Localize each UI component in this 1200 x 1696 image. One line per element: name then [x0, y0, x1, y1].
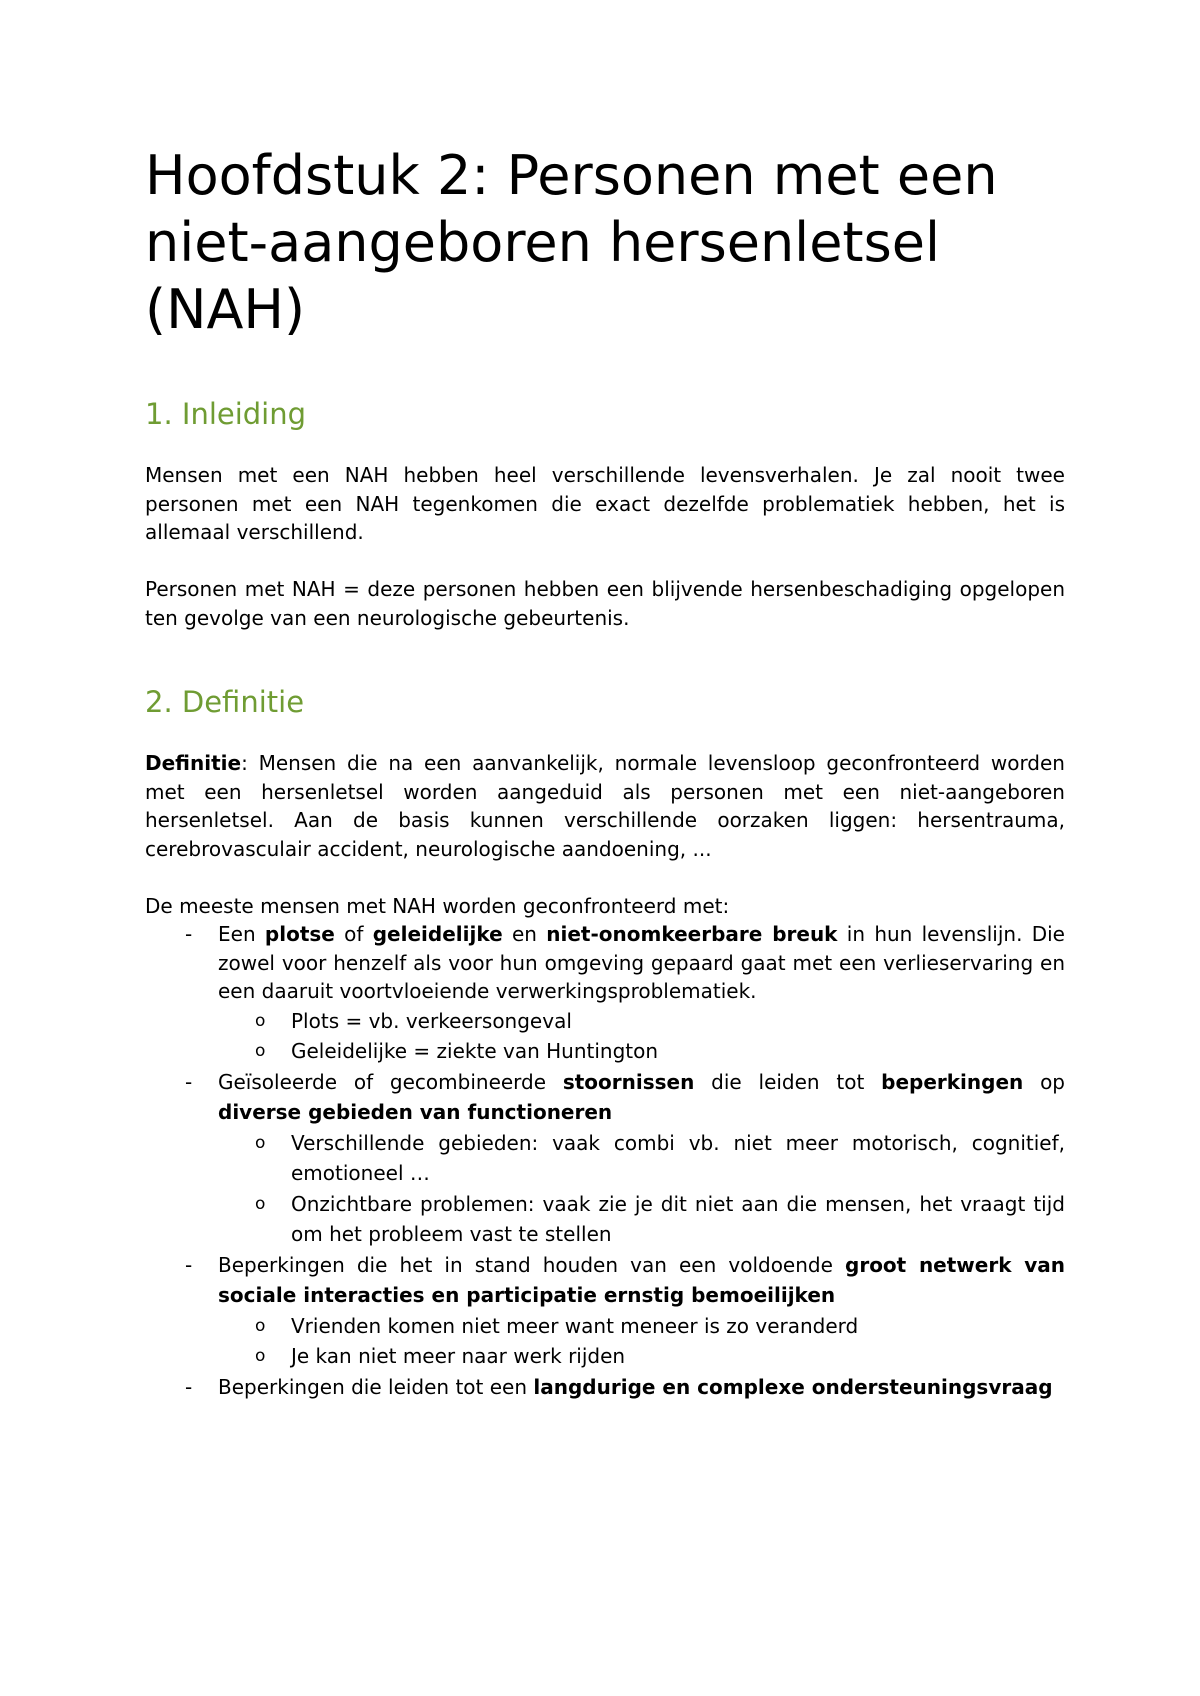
bullet-dash-icon: - [185, 1374, 193, 1399]
paragraph-nah-definition: Personen met NAH = deze personen hebben een blijvende hersenbeschadiging opgelopen ten gevolge van een neurologische gebeurtenis. [145, 577, 1065, 630]
text: Beperkingen die leiden tot een [218, 1374, 534, 1399]
bold-text: langdurige en complexe ondersteuningsvraag [533, 1374, 1053, 1399]
bullet-dash-icon: - [185, 922, 193, 946]
circle-bullet-icon: o [255, 1041, 266, 1061]
list-item [145, 1250, 1065, 1311]
sub-list-item [145, 1128, 1065, 1189]
text: en [502, 922, 547, 946]
document-page [145, 142, 1065, 1402]
circle-bullet-icon: o [255, 1132, 266, 1153]
bullet-dash-icon: - [185, 1252, 193, 1277]
text: Een [218, 922, 265, 946]
text: Plots = vb. verkeersongeval [291, 1008, 572, 1033]
list-item [145, 1067, 1065, 1128]
list-item [145, 920, 1065, 1006]
definition-text: : Mensen die na een aanvankelijk, normale levensloop geconfronteerd worden met een hersenletsel worden aangeduid als personen met een niet-aangeboren hersenletsel. Aan de basis kunnen verschillende oorzaken liggen: hersentrauma, cerebrovasculair accident, neurologische aandoening, ... [145, 751, 1065, 861]
circle-bullet-icon: o [255, 1193, 266, 1214]
text: Vrienden komen niet meer want meneer is zo veranderd [291, 1313, 859, 1338]
circle-bullet-icon: o [255, 1010, 266, 1031]
text: Onzichtbare problemen: vaak zie je dit niet aan die mensen, het vraagt tijd om het probleem vast te stellen [291, 1191, 1065, 1246]
sub-list-item [145, 1189, 1065, 1250]
bold-text: diverse gebieden van functioneren [218, 1100, 613, 1124]
text: Geïsoleerde of gecombineerde [218, 1069, 563, 1094]
paragraph-intro: Mensen met een NAH hebben heel verschillende levensverhalen. Je zal nooit twee personen met een NAH tegenkomen die exact dezelfde problematiek hebben, het is allemaal verschillend. [145, 463, 1065, 544]
sub-list-item [145, 1006, 1065, 1037]
bold-text: plotse [264, 922, 335, 946]
bold-text: beperkingen [881, 1069, 1024, 1094]
paragraph-definitie [145, 749, 1065, 863]
definition-label: Definitie [145, 751, 242, 775]
bullet-dash-icon: - [185, 1069, 193, 1094]
circle-bullet-icon: o [255, 1346, 266, 1366]
bold-text: groot netwerk van sociale interacties en participatie ernstig bemoeilijken [218, 1252, 1065, 1307]
page-title: Hoofdstuk 2: Personen met een niet-aangeboren hersenletsel (NAH) [145, 144, 998, 341]
text: Verschillende gebieden: vaak combi vb. niet meer motorisch, cognitief, emotioneel … [291, 1130, 1065, 1185]
bold-text: niet-onomkeerbare breuk [546, 922, 838, 946]
circle-bullet-icon: o [255, 1315, 266, 1336]
text: in hun levenslijn. Die zowel voor henzelf als voor hun omgeving gepaard gaat met een verlieservaring en een daaruit voortvloeiende verwerkingsproblematiek. [218, 922, 1065, 1003]
bold-text: geleidelijke [372, 922, 503, 946]
bullet-list [145, 920, 1065, 1402]
heading-definitie: 2. Definitie [145, 685, 305, 719]
heading-inleiding: 1. Inleiding [145, 397, 307, 431]
text: Je kan niet meer naar werk rijden [291, 1344, 626, 1368]
text: of [334, 922, 373, 946]
text: Geleidelijke = ziekte van Huntington [291, 1039, 659, 1063]
sub-list-item [145, 1036, 1065, 1067]
text: Beperkingen die het in stand houden van een voldoende [218, 1252, 846, 1277]
list-intro: De meeste mensen met NAH worden geconfronteerd met: [145, 893, 730, 918]
sub-list-item [145, 1311, 1065, 1342]
text: die leiden tot [694, 1069, 882, 1094]
bold-text: stoornissen [562, 1069, 695, 1094]
text: op [1023, 1069, 1065, 1094]
sub-list-item [145, 1341, 1065, 1372]
list-item [145, 1372, 1065, 1403]
